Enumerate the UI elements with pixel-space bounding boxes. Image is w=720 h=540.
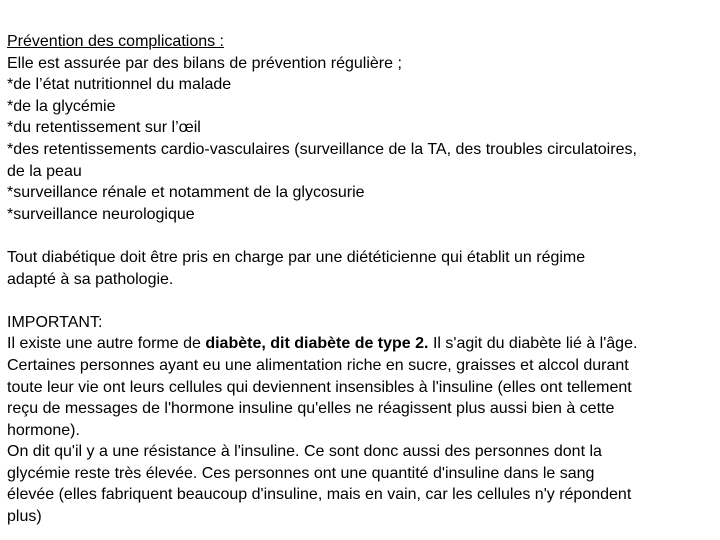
paragraph-line: reçu de messages de l'hormone insuline qu'elles ne réagissent plus aussi bien à cette [7,400,615,418]
section-title: Prévention des complications : [7,33,224,50]
type2-intro-line [7,333,719,355]
paragraph-line: glycémie reste très élevée. Ces personnes ont une quantité d'insuline dans le sang [7,464,595,482]
paragraph-gap [7,225,719,247]
list-item: *du retentissement sur l’œil [7,119,201,137]
paragraph-gap [7,290,719,312]
paragraph-line: Certaines personnes ayant eu une alimentation riche en sucre, graisses et alccol durant [7,356,629,374]
list-item: *surveillance neurologique [7,205,195,223]
paragraph-line: adapté à sa pathologie. [7,270,174,288]
list-item: de la peau [7,162,82,180]
paragraph-line: hormone). [7,421,80,439]
paragraph-line: On dit qu'il y a une résistance à l'insuline. Ce sont donc aussi des personnes dont la [7,443,602,461]
list-item: *de la glycémie [7,97,116,115]
important-heading: IMPORTANT: [7,313,103,331]
type2-prefix: Il existe une autre forme de [7,335,206,353]
paragraph-line: toute leur vie ont leurs cellules qui deviennent insensibles à l'insuline (elles ont tellement [7,378,632,396]
paragraph-line: plus) [7,508,42,526]
list-item: *de l’état nutritionnel du malade [7,76,232,94]
type2-bold-text: diabète, dit diabète de type 2. [205,335,429,353]
section-intro: Elle est assurée par des bilans de prévention régulière ; [7,54,402,72]
paragraph-line: Tout diabétique doit être pris en charge par une diététicienne qui établit un régime [7,248,586,266]
list-item: *des retentissements cardio-vasculaires (surveillance de la TA, des troubles circulatoires, [7,140,637,158]
document-body [7,31,719,528]
type2-suffix: Il s'agit du diabète lié à l'âge. [428,335,638,353]
paragraph-line: élevée (elles fabriquent beaucoup d'insuline, mais en vain, car les cellules n'y répondent [7,486,632,504]
list-item: *surveillance rénale et notamment de la glycosurie [7,184,365,202]
